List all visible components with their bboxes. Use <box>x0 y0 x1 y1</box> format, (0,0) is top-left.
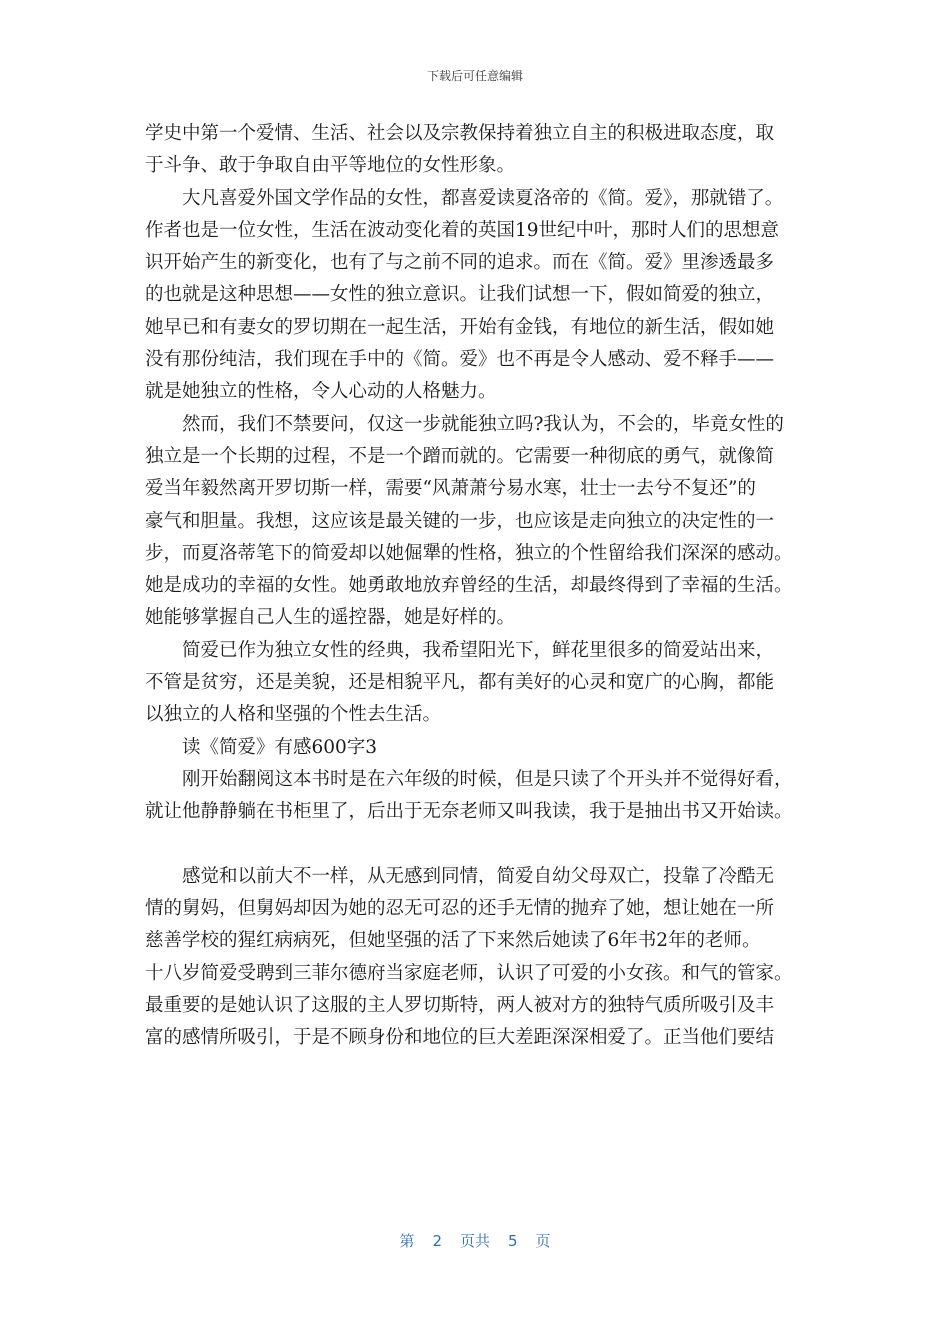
text-line: 就是她独立的性格，令人心动的人格魅力。 <box>145 381 497 403</box>
page-header: 下载后可任意编辑 <box>426 69 523 83</box>
text-line: 以独立的人格和坚强的个性去生活。 <box>145 704 442 726</box>
document-body <box>145 118 810 1055</box>
footer-prefix: 第 <box>399 1232 415 1250</box>
text-line: 她能够掌握自己人生的遥控器，她是好样的。 <box>145 607 516 629</box>
text-line: 作者也是一位女性，生活在波动变化着的英国19世纪中叶，那时人们的思想意 <box>145 219 780 241</box>
text-line: 豪气和胆量。我想，这应该是最关键的一步，也应该是走向独立的决定性的一 <box>145 510 775 532</box>
text-line: 的也就是这种思想——女性的独立意识。让我们试想一下，假如简爱的独立， <box>145 284 775 306</box>
text-line: 学史中第一个爱情、生活、社会以及宗教保持着独立自主的积极进取态度，取 <box>145 123 775 144</box>
text-line: 富的感情所吸引，于是不顾身份和地位的巨大差距深深相爱了。正当他们要结 <box>145 1027 775 1049</box>
text-line: 于斗争、敢于争取自由平等地位的女性形象。 <box>145 155 516 177</box>
text-line: 最重要的是她认识了这服的主人罗切斯特，两人被对方的独特气质所吸引及丰 <box>145 995 775 1017</box>
text-line: 爱当年毅然离开罗切斯一样，需要“风萧萧兮易水寒，壮士一去兮不复还”的 <box>145 478 756 500</box>
footer-suffix: 页 <box>535 1232 551 1250</box>
text-line: 她是成功的幸福的女性。她勇敢地放弃曾经的生活，却最终得到了幸福的生活。 <box>145 575 793 597</box>
blank-line <box>145 829 810 861</box>
text-line: 她早已和有妻女的罗切期在一起生活，开始有金钱，有地位的新生活，假如她 <box>145 316 775 338</box>
text-line: 没有那份纯洁，我们现在手中的《简。爱》也不再是令人感动、爱不释手—— <box>145 349 775 371</box>
text-line: 不管是贫穷，还是美貌，还是相貌平凡，都有美好的心灵和宽广的心胸，都能 <box>145 672 775 694</box>
text-line: 识开始产生的新变化，也有了与之前不同的追求。而在《简。爱》里渗透最多 <box>145 252 775 274</box>
page-footer <box>0 1230 950 1251</box>
text-line: 简爱已作为独立女性的经典，我希望阳光下，鲜花里很多的简爱站出来， <box>182 639 775 661</box>
text-line: 慈善学校的猩红病病死，但她坚强的活了下来然后她读了6年书2年的老师。 <box>145 930 761 952</box>
text-line: 十八岁简爱受聘到三菲尔德府当家庭老师，认识了可爱的小女孩。和气的管家。 <box>145 962 793 984</box>
footer-middle: 页共 <box>459 1232 490 1250</box>
text-line: 然而，我们不禁要问，仅这一步就能独立吗?我认为，不会的，毕竟女性的 <box>182 413 784 435</box>
text-line: 读《简爱》有感600字3 <box>182 736 378 758</box>
text-line: 刚开始翻阅这本书时是在六年级的时候，但是只读了个开头并不觉得好看， <box>182 768 793 790</box>
text-line: 步，而夏洛蒂笔下的简爱却以她倔犟的性格，独立的个性留给我们深深的感动。 <box>145 542 793 564</box>
text-line: 大凡喜爱外国文学作品的女性，都喜爱读夏洛帝的《简。爱》，那就错了。 <box>182 187 784 209</box>
text-line: 就让他静静躺在书柜里了，后出于无奈老师又叫我读，我于是抽出书又开始读。 <box>145 801 793 823</box>
footer-current-page: 2 <box>432 1232 442 1250</box>
text-line: 感觉和以前大不一样，从无感到同情，简爱自幼父母双亡，投靠了冷酷无 <box>182 865 775 887</box>
text-line: 独立是一个长期的过程，不是一个蹭而就的。它需要一种彻底的勇气，就像简 <box>145 445 775 467</box>
text-line: 情的舅妈，但舅妈却因为她的忍无可忍的还手无情的抛弃了她，想让她在一所 <box>145 898 775 920</box>
footer-total-pages: 5 <box>508 1232 518 1250</box>
